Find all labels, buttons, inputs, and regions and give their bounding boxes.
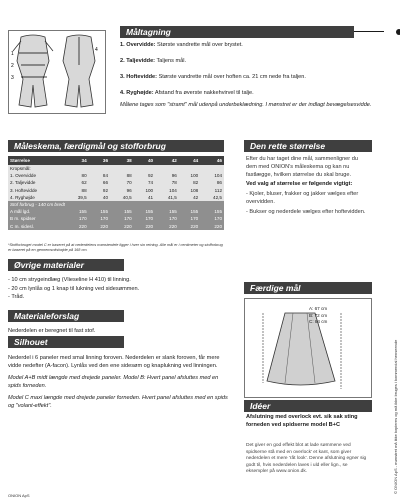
table-row: B m. spidser 170 170 170 170 170 170 170 bbox=[10, 216, 222, 222]
list-item: - Tråd. bbox=[8, 294, 25, 300]
ideer-bold-text: Afslutning med overlock evt. sik sak sting forneden ved spidserne model B+C bbox=[246, 414, 358, 428]
den-rette-text: Efter du har taget dine mål, sammenligner du dem med ONION's måleskema og kan nu fastlægge, hvilken størrelse du skal bruge. Ved valg af størrelse er følgende vigtigt: - Kjoler, bluser, frakker og jakker vælges efter overvidden. - Bukser og nederdele vælges efter hoftevidden. bbox=[246, 156, 366, 215]
materialeforslag-text: Nederdelen er beregnet til fast stof. bbox=[8, 328, 96, 334]
svg-text:1: 1 bbox=[11, 51, 14, 57]
dim-b: B: 72 cm bbox=[309, 312, 328, 318]
section-header-faerdige-mal: Færdige mål bbox=[244, 282, 372, 294]
measurement-item: 3. Hoftevidde: Største vandrette mål over hoften ca. 21 cm nede fra taljen. bbox=[120, 74, 306, 80]
section-header-silhouet: Silhouet bbox=[8, 336, 124, 348]
bullet-dot-icon bbox=[396, 29, 400, 35]
svg-text:2: 2 bbox=[11, 63, 14, 69]
silhouet-paragraph: Model C maxi længde med drejede paneler forneden. Hvert panel afsluttes med en spids og "volant-effekt". bbox=[8, 395, 228, 409]
measurement-item: 2. Taljevidde: Taljens mål. bbox=[120, 58, 187, 64]
table-row: 3. Hoftevidde 88 92 96 100 104 108 112 bbox=[10, 187, 222, 193]
silhouet-text bbox=[8, 354, 230, 410]
table-row: 1. Overvidde 80 84 88 92 96 100 104 bbox=[10, 173, 222, 179]
measurement-item: 1. Overvidde: Største vandrette mål over brystet. bbox=[120, 42, 243, 48]
list-item: - 20 cm lynlås og 1 knap til lukning ved sidesømmen. bbox=[8, 285, 140, 292]
body-silhouette-icon bbox=[9, 31, 105, 113]
copyright-sidebar: © ONION ApS - mønstret må ikke kopieres og må ikke bruges i kommercial henseende bbox=[393, 339, 398, 494]
materials-list bbox=[8, 276, 139, 302]
finished-measurements bbox=[309, 306, 327, 326]
section-header-maleskema: Måleskema, færdigmål og stofforbrug bbox=[8, 140, 224, 152]
table-row: C m. sidesl. 220 220 220 220 220 220 220 bbox=[10, 223, 222, 229]
measurement-note: Målene tages som "stramt" mål udenpå underbeklædning. I mønstret er der indlagt bevægelsesvidde. bbox=[120, 102, 372, 108]
dim-a: A: 67 cm bbox=[309, 306, 328, 311]
measurement-instructions bbox=[120, 40, 398, 115]
table-footnote: *Stofforbruget model C er baseret på at nederdelens mønsterdele ligger i hver sin retning. Alle mål er i centimeter og stofforbrug er baseret på en gennemsnitshøjde på 168 cm. bbox=[8, 243, 223, 252]
measurement-item: 4. Ryghøjde: Afstand fra øverste nakkehvirvel til talje. bbox=[120, 90, 254, 96]
table-row: A mål lgd. 155 155 155 155 155 155 155 bbox=[10, 209, 222, 215]
silhouet-paragraph: Nederdel i 6 paneler med smal linning foroven. Nederdelen er slank foroven, får mere vidde nedefter (A-facon). Lynlås ved den ene sidesøm og knaplukning ved linningen. bbox=[8, 355, 220, 369]
silhouet-paragraph: Model A+B midt længde med drejede paneler. Model B: Hvert panel afsluttes med en spids forneden. bbox=[8, 375, 219, 389]
body-measure-figure bbox=[8, 30, 106, 114]
list-item: - 10 cm strygeindlæg (Vlieseline H 410) til linning. bbox=[8, 277, 131, 283]
size-table bbox=[8, 156, 224, 230]
footer-brand: ONION ApS bbox=[8, 493, 30, 498]
dim-c: C: 84 cm bbox=[309, 319, 328, 324]
table-row: 2. Taljevidde 62 66 70 74 78 82 86 bbox=[10, 180, 222, 186]
section-header-den-rette: Den rette størrelse bbox=[244, 140, 372, 152]
ideer-text: Det giver en god effekt blot at lade sømmene ved spidserne stå med en overlock' et kant, som giver nederdelen et mere 'råt look'. Denne afslutning egner sig godt til, hvis nederdelen laves i uld eller lign., se eksempler på www.onion.dk. bbox=[246, 443, 367, 475]
table-row: 4. Ryghøjde 39,5 40 40,5 41 41,5 42 42,5 bbox=[10, 194, 222, 200]
section-header-materialeforslag: Materialeforslag bbox=[8, 310, 124, 322]
table-row: Stof forbrug - 140 cm bredt bbox=[8, 201, 224, 208]
section-header-maltagning: Måltagning bbox=[120, 26, 354, 38]
svg-text:4: 4 bbox=[95, 47, 98, 53]
skirt-figure bbox=[244, 298, 372, 398]
size-table-header: Størrelse 34 36 38 40 42 44 46 bbox=[8, 156, 224, 165]
skirt-icon bbox=[245, 299, 371, 397]
section-header-ovrige: Øvrige materialer bbox=[8, 259, 124, 271]
table-row: Kropsmål: bbox=[8, 165, 224, 172]
section-header-ideer: Idéer bbox=[244, 400, 372, 412]
svg-text:3: 3 bbox=[11, 75, 14, 81]
